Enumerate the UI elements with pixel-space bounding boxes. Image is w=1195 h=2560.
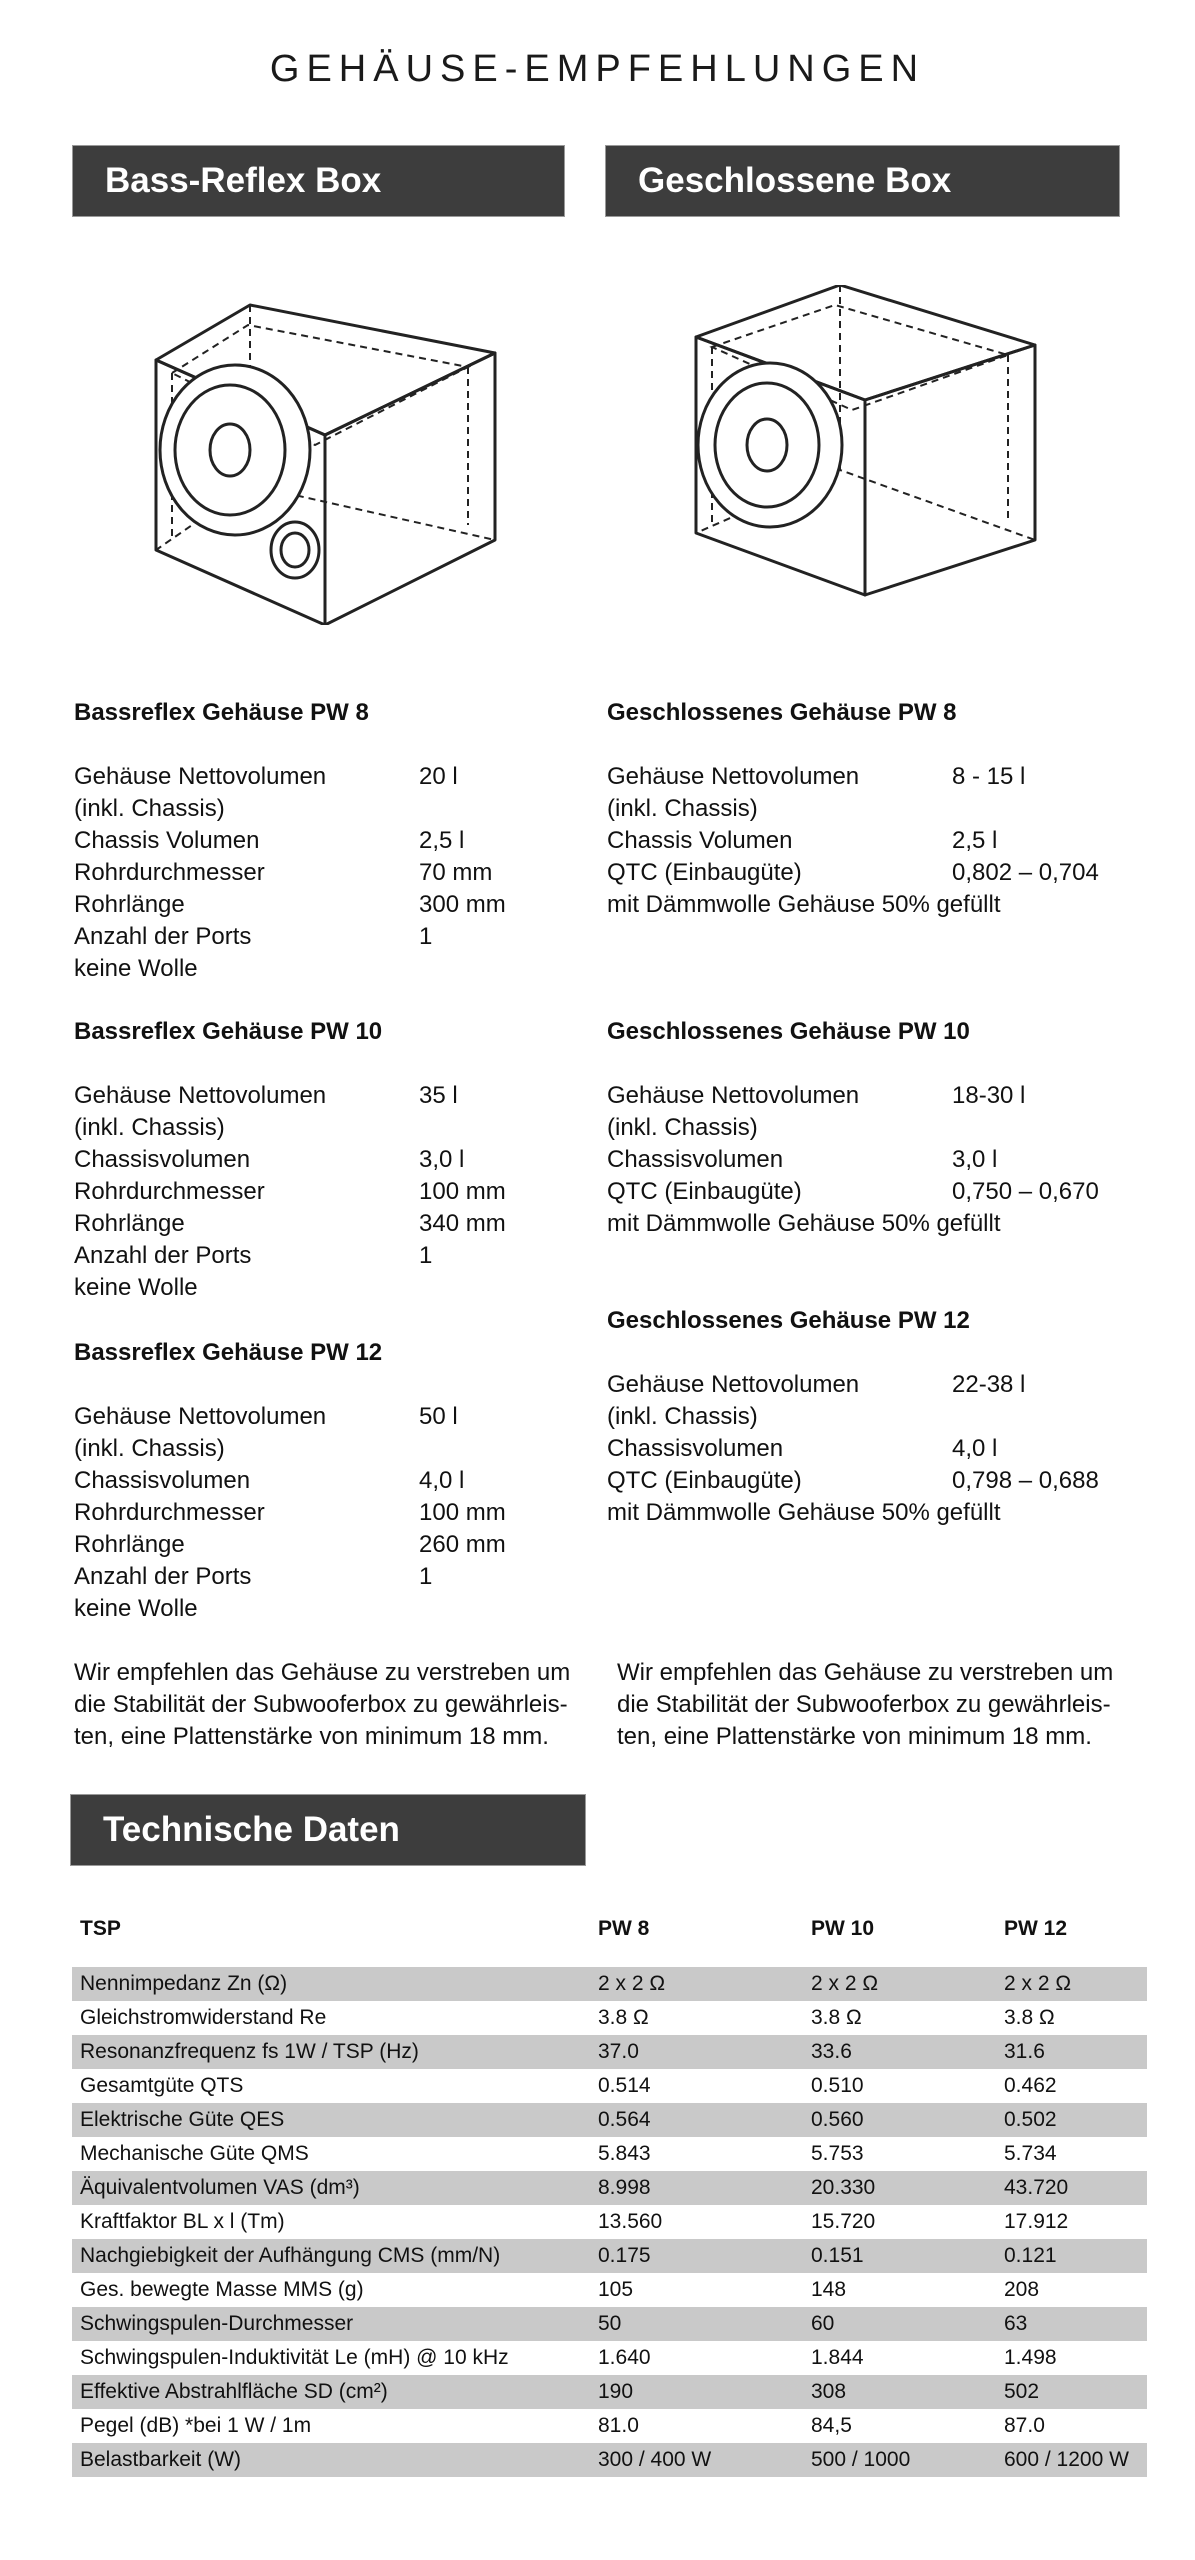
spec-row <box>607 857 1099 889</box>
spec-row <box>74 889 506 921</box>
table-cell: 3.8 Ω <box>811 2006 862 2029</box>
table-cell: 60 <box>803 2307 996 2341</box>
table-row <box>72 2443 1147 2477</box>
spec-label: keine Wolle <box>74 1274 198 1301</box>
column-header: PW 12 <box>1004 1917 1068 1940</box>
table-cell: 33.6 <box>803 2035 996 2069</box>
table-cell: 190 <box>590 2375 803 2409</box>
bass-spec-pw12 <box>74 1337 506 1625</box>
spec-value: 1 <box>419 1563 433 1590</box>
table-row <box>72 2069 1147 2103</box>
table-cell: Kraftfaktor BL x l (Tm) <box>80 2210 285 2233</box>
table-row <box>72 2103 1147 2137</box>
spec-label: Gehäuse Nettovolumen <box>607 763 860 790</box>
table-cell: 0.514 <box>598 2074 651 2097</box>
spec-label: Anzahl der Ports <box>74 1563 252 1590</box>
spec-label: Rohrlänge <box>74 891 185 918</box>
spec-value: 70 mm <box>419 859 493 886</box>
paragraph-line: ten, eine Plattenstärke von minimum 18 mm. <box>617 1723 1092 1750</box>
table-cell: Effektive Abstrahlfläche SD (cm²) <box>72 2375 590 2409</box>
spec-label: Chassisvolumen <box>607 1146 784 1173</box>
bass-recommendation <box>74 1657 570 1753</box>
paragraph-line: Wir empfehlen das Gehäuse zu verstreben um <box>74 1659 570 1686</box>
table-row <box>72 2137 1147 2171</box>
spec-row <box>74 1080 506 1112</box>
spec-label: Rohrdurchmesser <box>74 859 265 886</box>
table-cell: 5.843 <box>598 2142 651 2165</box>
spec-value: 2,5 l <box>952 827 998 854</box>
table-row <box>72 2409 1147 2443</box>
table-cell: 81.0 <box>598 2414 639 2437</box>
table-cell: 1.640 <box>598 2346 651 2369</box>
spec-label: Gehäuse Nettovolumen <box>607 1082 860 1109</box>
table-cell: 0.560 <box>803 2103 996 2137</box>
table-row <box>72 2171 1147 2205</box>
spec-value: 260 mm <box>419 1531 506 1558</box>
table-cell: 0.502 <box>996 2103 1147 2137</box>
table-cell: Belastbarkeit (W) <box>72 2443 590 2477</box>
table-cell: 5.734 <box>1004 2142 1057 2165</box>
table-cell: 17.912 <box>1004 2210 1069 2233</box>
spec-value: 22-38 l <box>952 1371 1026 1398</box>
table-row <box>72 2205 1147 2239</box>
table-cell: 0.175 <box>590 2239 803 2273</box>
table-cell: Ges. bewegte Masse MMS (g) <box>80 2278 364 2301</box>
table-cell: Gleichstromwiderstand Re <box>80 2006 327 2029</box>
table-cell: Gesamtgüte QTS <box>80 2074 244 2097</box>
table-cell: Schwingspulen-Induktivität Le (mH) @ 10 kHz <box>80 2346 509 2369</box>
block-title: Bassreflex Gehäuse PW 12 <box>74 1339 383 1366</box>
spec-label: (inkl. Chassis) <box>607 1403 758 1430</box>
table-cell: 31.6 <box>996 2035 1147 2069</box>
spec-row <box>74 921 506 953</box>
block-title: Geschlossenes Gehäuse PW 12 <box>607 1307 970 1334</box>
spec-row <box>74 793 506 825</box>
table-row <box>72 2375 1147 2409</box>
closed-spec-pw10 <box>607 1016 1099 1240</box>
column-header: TSP <box>80 1917 121 1940</box>
spec-row <box>607 1112 1099 1144</box>
bass-spec-pw10 <box>74 1016 506 1304</box>
spec-row <box>74 1208 506 1240</box>
spec-row <box>74 857 506 889</box>
spec-row <box>74 1593 506 1625</box>
table-cell: 300 / 400 W <box>590 2443 803 2477</box>
spec-value: 18-30 l <box>952 1082 1026 1109</box>
spec-row <box>607 1369 1099 1401</box>
table-row <box>72 2035 1147 2069</box>
spec-row <box>74 1176 506 1208</box>
spec-label: Chassisvolumen <box>74 1467 251 1494</box>
table-row <box>72 2341 1147 2375</box>
spec-note: mit Dämmwolle Gehäuse 50% gefüllt <box>607 1499 1001 1526</box>
spec-row <box>607 793 1099 825</box>
page-title: GEHÄUSE-EMPFEHLUNGEN <box>269 48 926 90</box>
spec-label: QTC (Einbaugüte) <box>607 859 802 886</box>
table-header-row <box>72 1905 1147 1953</box>
spec-label: Anzahl der Ports <box>74 1242 252 1269</box>
table-cell: Resonanzfrequenz fs 1W / TSP (Hz) <box>72 2035 590 2069</box>
spec-label: (inkl. Chassis) <box>74 1114 225 1141</box>
table-cell: 5.753 <box>811 2142 864 2165</box>
spec-label: (inkl. Chassis) <box>607 795 758 822</box>
spec-row <box>74 1529 506 1561</box>
technical-data-banner: Technische Daten <box>70 1794 586 1866</box>
table-cell: 148 <box>811 2278 847 2301</box>
table-cell: Pegel (dB) *bei 1 W / 1m <box>80 2414 312 2437</box>
spec-label: Gehäuse Nettovolumen <box>74 1082 327 1109</box>
table-cell: 600 / 1200 W <box>996 2443 1147 2477</box>
spec-row <box>607 1176 1099 1208</box>
table-cell: 37.0 <box>590 2035 803 2069</box>
spec-value: 50 l <box>419 1403 458 1430</box>
table-cell: 13.560 <box>598 2210 663 2233</box>
table-row <box>72 2239 1147 2273</box>
table-cell: 63 <box>996 2307 1147 2341</box>
table-cell: Äquivalentvolumen VAS (dm³) <box>72 2171 590 2205</box>
spec-row <box>74 1240 506 1272</box>
table-cell: 8.998 <box>590 2171 803 2205</box>
table-cell: 3.8 Ω <box>598 2006 649 2029</box>
spec-value: 100 mm <box>419 1499 506 1526</box>
spec-label: Gehäuse Nettovolumen <box>74 763 327 790</box>
bass-spec-pw8 <box>74 697 506 985</box>
bass-reflex-box-illustration <box>150 285 500 625</box>
spec-label: Gehäuse Nettovolumen <box>74 1403 327 1430</box>
spec-label: Gehäuse Nettovolumen <box>607 1371 860 1398</box>
spec-value: 2,5 l <box>419 827 465 854</box>
spec-row <box>74 1433 506 1465</box>
table-cell: 2 x 2 Ω <box>590 1967 803 2001</box>
spec-row <box>607 825 1099 857</box>
spec-row <box>74 1465 506 1497</box>
table-cell: Schwingspulen-Durchmesser <box>72 2307 590 2341</box>
table-cell: 308 <box>803 2375 996 2409</box>
closed-spec-pw12 <box>607 1305 1099 1529</box>
table-cell: 2 x 2 Ω <box>996 1967 1147 2001</box>
table-row <box>72 1967 1147 2001</box>
spec-value: 0,750 – 0,670 <box>952 1178 1099 1205</box>
spec-label: keine Wolle <box>74 1595 198 1622</box>
spec-row <box>74 953 506 985</box>
spec-label: QTC (Einbaugüte) <box>607 1178 802 1205</box>
table-cell: 3.8 Ω <box>1004 2006 1055 2029</box>
spec-row <box>607 1144 1099 1176</box>
spec-row <box>607 1080 1099 1112</box>
paragraph-line: Wir empfehlen das Gehäuse zu verstreben um <box>617 1659 1114 1686</box>
spec-row <box>607 1465 1099 1497</box>
closed-box-banner: Geschlossene Box <box>605 145 1120 217</box>
spec-label: Rohrdurchmesser <box>74 1178 265 1205</box>
paragraph-line: ten, eine Plattenstärke von minimum 18 mm. <box>74 1723 549 1750</box>
table-cell: 1.844 <box>811 2346 864 2369</box>
spec-label: Chassis Volumen <box>607 827 793 854</box>
block-title: Geschlossenes Gehäuse PW 8 <box>607 699 957 726</box>
spec-label: keine Wolle <box>74 955 198 982</box>
spec-value: 1 <box>419 1242 433 1269</box>
table-cell: 0.564 <box>590 2103 803 2137</box>
table-cell: 105 <box>598 2278 634 2301</box>
spec-label: Chassisvolumen <box>607 1435 784 1462</box>
table-cell: 0.121 <box>996 2239 1147 2273</box>
spec-row <box>607 761 1099 793</box>
table-cell: 2 x 2 Ω <box>803 1967 996 2001</box>
table-cell: 500 / 1000 <box>803 2443 996 2477</box>
column-header: PW 10 <box>811 1917 875 1940</box>
spec-label: Rohrlänge <box>74 1531 185 1558</box>
block-title: Bassreflex Gehäuse PW 8 <box>74 699 369 726</box>
spec-value: 340 mm <box>419 1210 506 1237</box>
spec-row <box>74 1401 506 1433</box>
table-cell: 84,5 <box>811 2414 852 2437</box>
closed-spec-pw8 <box>607 697 1099 921</box>
table-cell: Elektrische Güte QES <box>72 2103 590 2137</box>
table-row <box>72 2273 1147 2307</box>
table-cell: 50 <box>590 2307 803 2341</box>
paragraph-line: die Stabilität der Subwooferbox zu gewährleis- <box>617 1691 1111 1718</box>
closed-box-illustration <box>690 285 1040 625</box>
spec-row <box>607 1401 1099 1433</box>
table-cell: 0.510 <box>811 2074 864 2097</box>
spec-label: QTC (Einbaugüte) <box>607 1467 802 1494</box>
spec-value: 100 mm <box>419 1178 506 1205</box>
table-cell: 502 <box>996 2375 1147 2409</box>
spec-value: 8 - 15 l <box>952 763 1026 790</box>
technical-data-table <box>72 1905 1147 2477</box>
table-row <box>72 2307 1147 2341</box>
spec-row <box>74 761 506 793</box>
spec-value: 3,0 l <box>419 1146 465 1173</box>
spec-label: (inkl. Chassis) <box>74 1435 225 1462</box>
spec-row <box>74 1144 506 1176</box>
spec-row <box>74 1497 506 1529</box>
table-cell: Mechanische Güte QMS <box>80 2142 309 2165</box>
spec-value: 4,0 l <box>419 1467 465 1494</box>
spec-label: Chassis Volumen <box>74 827 260 854</box>
spec-label: (inkl. Chassis) <box>607 1114 758 1141</box>
table-cell: 87.0 <box>1004 2414 1045 2437</box>
table-cell: Nennimpedanz Zn (Ω) <box>72 1967 590 2001</box>
spec-row <box>607 1433 1099 1465</box>
spec-label: Rohrlänge <box>74 1210 185 1237</box>
spec-note: mit Dämmwolle Gehäuse 50% gefüllt <box>607 1210 1001 1237</box>
table-cell: 0.462 <box>1004 2074 1057 2097</box>
spec-label: (inkl. Chassis) <box>74 795 225 822</box>
spec-value: 0,802 – 0,704 <box>952 859 1099 886</box>
spec-label: Rohrdurchmesser <box>74 1499 265 1526</box>
spec-row <box>74 1112 506 1144</box>
table-cell: Nachgiebigkeit der Aufhängung CMS (mm/N) <box>72 2239 590 2273</box>
spec-value: 4,0 l <box>952 1435 998 1462</box>
spec-note: mit Dämmwolle Gehäuse 50% gefüllt <box>607 891 1001 918</box>
spec-label: Anzahl der Ports <box>74 923 252 950</box>
table-cell: 208 <box>1004 2278 1040 2301</box>
block-title: Geschlossenes Gehäuse PW 10 <box>607 1018 970 1045</box>
table-row <box>72 2001 1147 2035</box>
block-title: Bassreflex Gehäuse PW 10 <box>74 1018 383 1045</box>
column-header: PW 8 <box>598 1917 650 1940</box>
spec-row <box>74 1561 506 1593</box>
spec-value: 0,798 – 0,688 <box>952 1467 1099 1494</box>
table-cell: 20.330 <box>803 2171 996 2205</box>
bass-reflex-banner: Bass-Reflex Box <box>72 145 565 217</box>
table-cell: 15.720 <box>811 2210 876 2233</box>
spec-value: 35 l <box>419 1082 458 1109</box>
spec-value: 300 mm <box>419 891 506 918</box>
spec-value: 1 <box>419 923 433 950</box>
table-cell: 1.498 <box>1004 2346 1057 2369</box>
closed-recommendation <box>617 1657 1157 1753</box>
spec-row <box>74 825 506 857</box>
spec-label: Chassisvolumen <box>74 1146 251 1173</box>
spec-value: 20 l <box>419 763 458 790</box>
table-cell: 43.720 <box>996 2171 1147 2205</box>
spec-row <box>74 1272 506 1304</box>
paragraph-line: die Stabilität der Subwooferbox zu gewährleis- <box>74 1691 568 1718</box>
table-cell: 0.151 <box>803 2239 996 2273</box>
spec-value: 3,0 l <box>952 1146 998 1173</box>
